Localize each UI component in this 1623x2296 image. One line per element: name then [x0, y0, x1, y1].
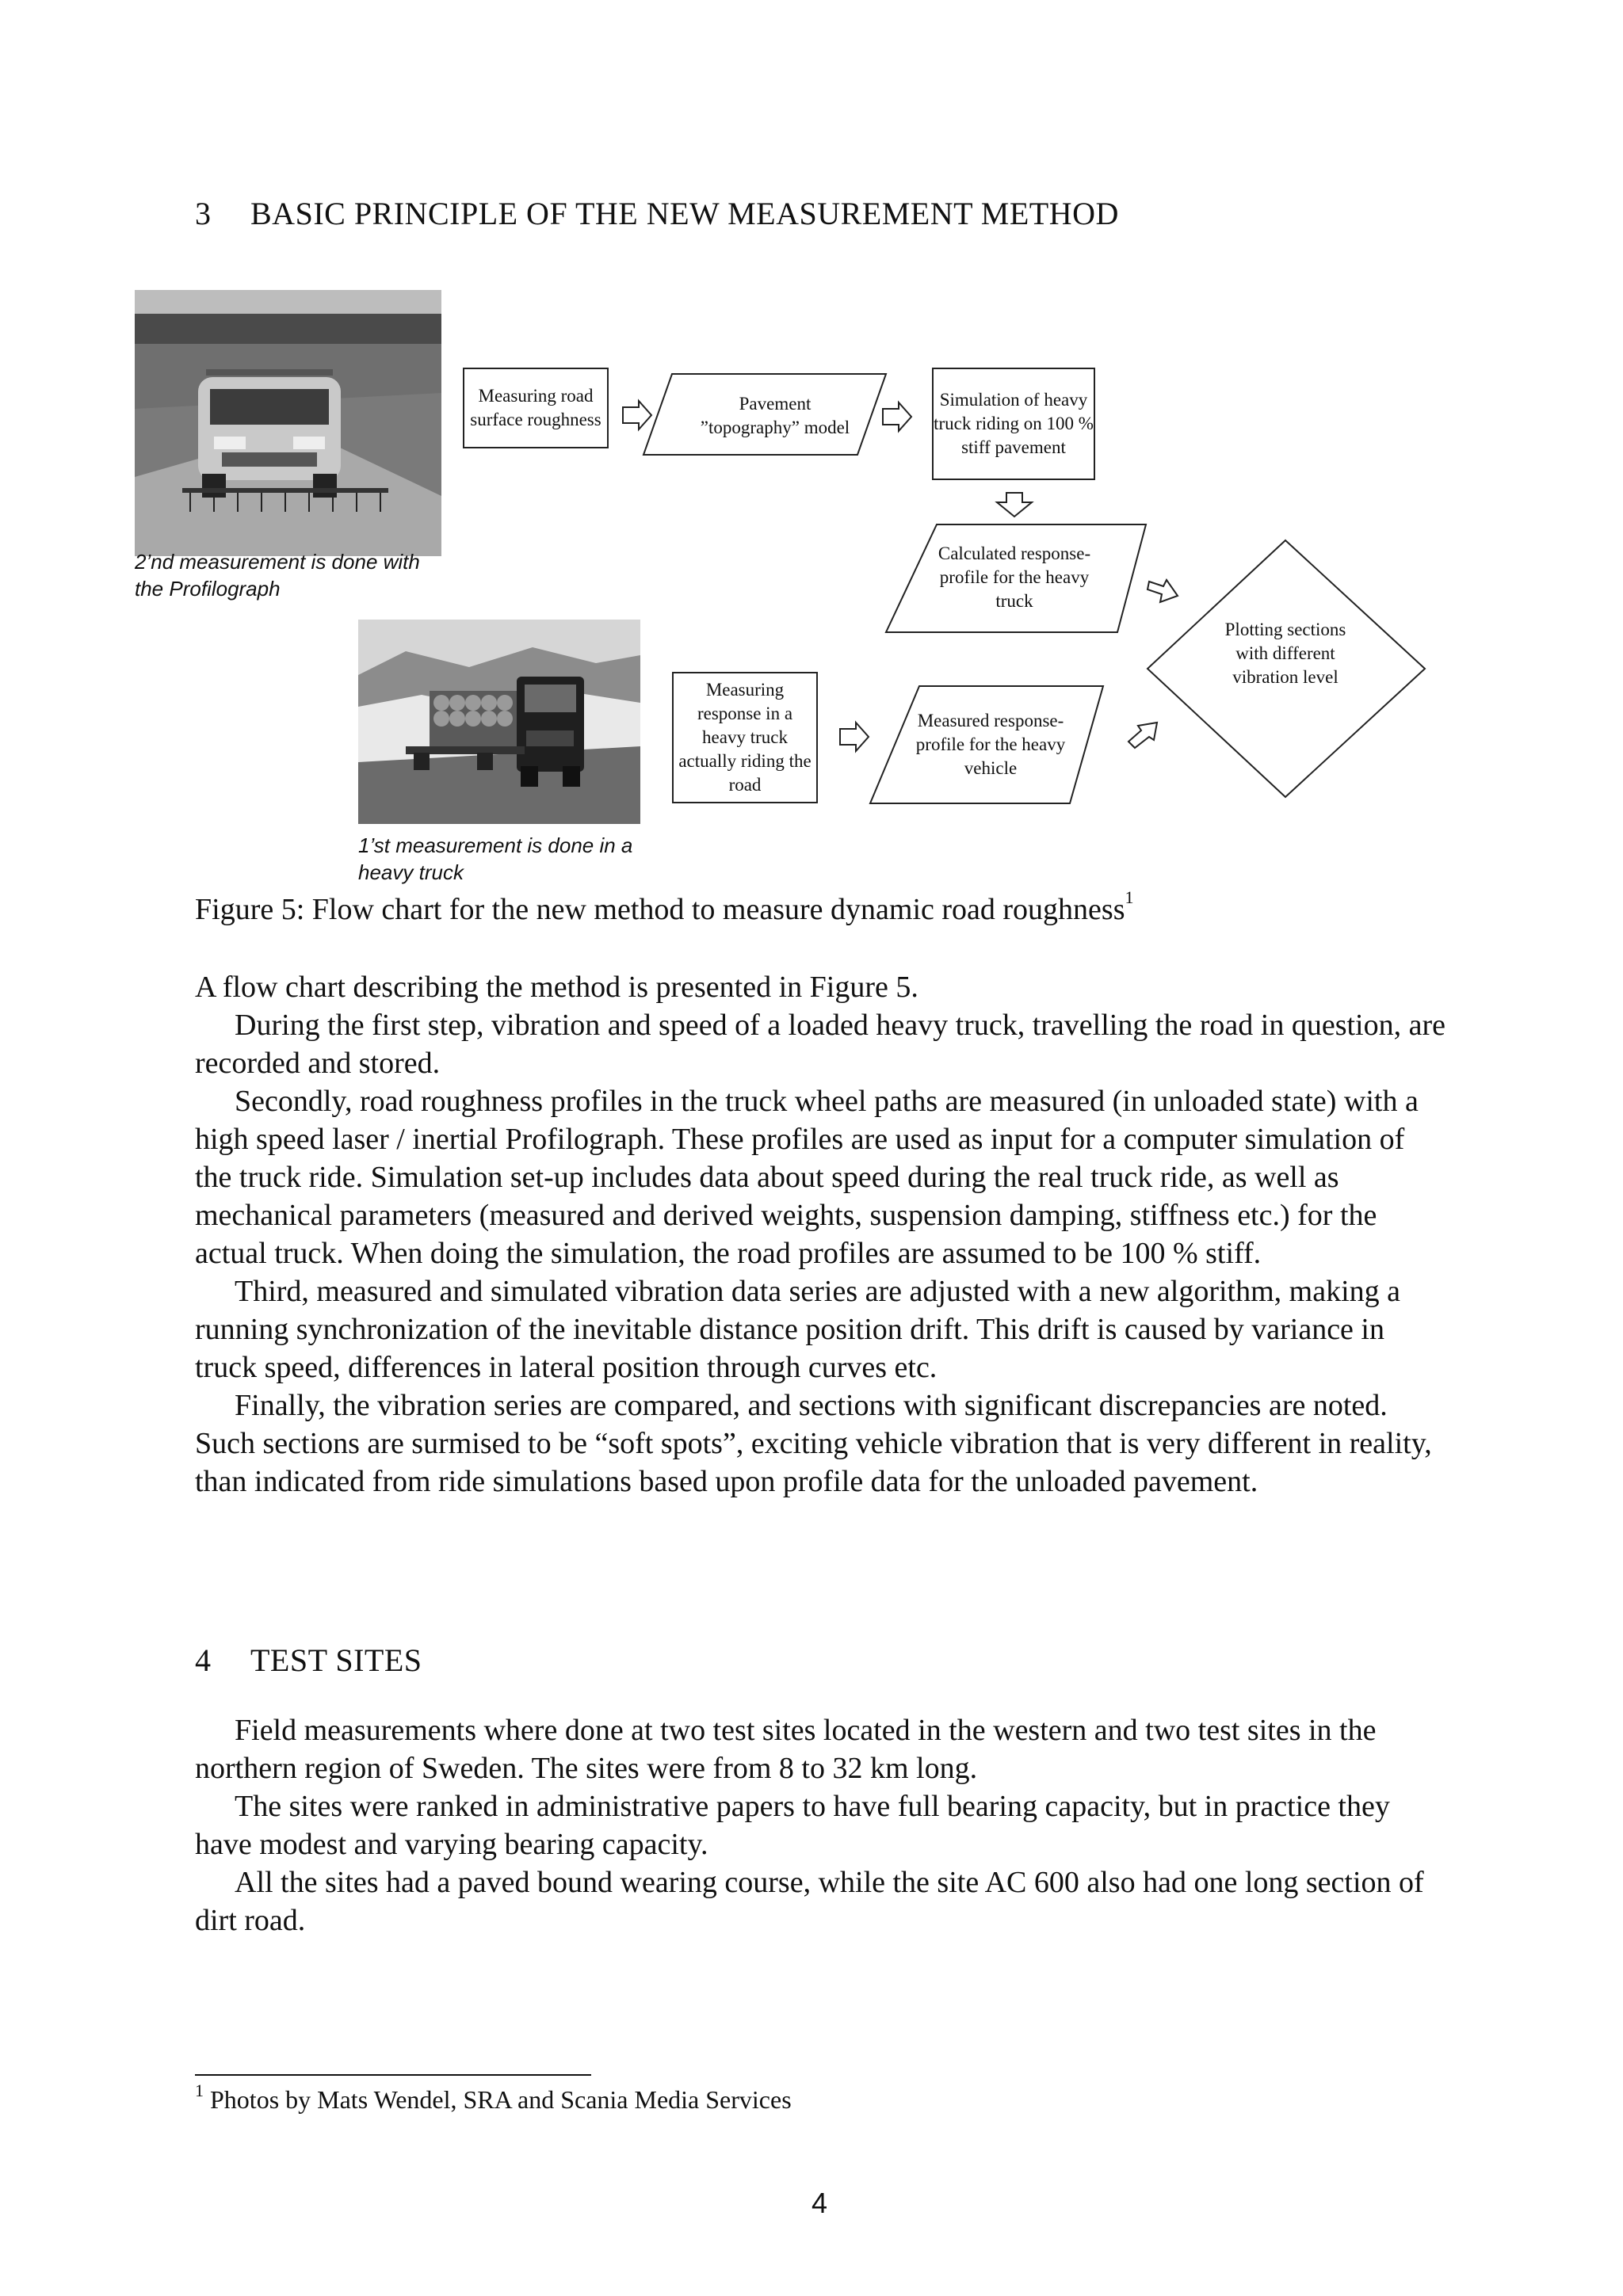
figure-caption-text: Figure 5: Flow chart for the new method to measure dynamic road roughness: [195, 893, 1125, 926]
arrow-diag-down: [1148, 580, 1178, 602]
paragraph: Secondly, road roughness profiles in the truck wheel paths are measured (in unloaded state) with a high speed laser / inertial Profilograph. These profiles are used as input for a computer simulation of the truck ride. Simulation set-up includes data about speed during the real truck ride, as well as mechanical parameters (measured and derived weights, suspension damping, stiffness etc.) for the actual truck. When doing the simulation, the road profiles are assumed to be 100 % stiff.: [195, 1085, 1419, 1270]
arrow-diag-up: [1128, 723, 1157, 748]
figure-5: [0, 285, 1623, 887]
figure-caption: [195, 887, 1134, 927]
profilograph-photo-caption: 2’nd measurement is done with the Profilograph: [135, 550, 420, 601]
page-number: 4: [811, 2187, 828, 2219]
simulation-box: [932, 368, 1095, 480]
plotting-label: Plotting sections with different vibration level: [1224, 620, 1346, 687]
footnote: [195, 2081, 792, 2115]
paragraph: A flow chart describing the method is presented in Figure 5.: [195, 971, 918, 1004]
section-4-body: [195, 1711, 1447, 1939]
pavement-model-label: Pavement ”topography” model: [700, 394, 850, 437]
paragraph: Field measurements where done at two test sites located in the western and two test sites in the northern region of Sweden. The sites were from 8 to 32 km long.: [195, 1714, 1377, 1785]
paragraph: Finally, the vibration series are compared, and sections with significant discrepancies are noted. Such sections are surmised to be “soft spots”, exciting vehicle vibration that is very different in reality, than indicated from ride simulations based upon profile data for the unloaded pavement.: [195, 1389, 1432, 1498]
arrow-down: [997, 493, 1032, 517]
paragraph: During the first step, vibration and speed of a loaded heavy truck, travelling the road in question, are recorded and stored.: [195, 1009, 1445, 1080]
section-3-body: [195, 968, 1447, 1501]
footnote-mark: 1: [195, 2081, 204, 2100]
section-title: TEST SITES: [250, 1642, 422, 1678]
simulation-label: Simulation of heavy truck riding on 100 % stiff pavement: [934, 390, 1094, 457]
measuring-road-label: Measuring road surface roughness: [470, 386, 601, 429]
calculated-profile-label: Calculated response-profile for the heavy truck: [938, 543, 1091, 611]
arrow-right-1: [623, 401, 651, 429]
measured-profile-text: [911, 691, 1070, 799]
section-number: 3: [195, 196, 212, 231]
measuring-response-box: [672, 672, 818, 803]
heavy-truck-photo-caption: 1’st measurement is done in a heavy truck: [358, 833, 633, 884]
measuring-road-box: [463, 368, 609, 448]
plotting-text: [1220, 602, 1350, 705]
section-4-heading: [195, 1642, 422, 1679]
footnote-separator: [195, 2074, 591, 2076]
paragraph: Third, measured and simulated vibration data series are adjusted with a new algorithm, making a running synchronization of the inevitable distance position drift. This drift is caused by variance in truck speed, differences in lateral position through curves etc.: [195, 1275, 1400, 1384]
measured-profile-label: Measured response-profile for the heavy vehicle: [915, 711, 1066, 778]
section-3-heading: [195, 195, 1119, 232]
figure-caption-footnote-mark: 1: [1125, 887, 1134, 907]
arrow-right-2: [883, 402, 911, 431]
pavement-model-text: [697, 380, 853, 452]
calculated-profile-text: [935, 528, 1094, 627]
section-number: 4: [195, 1642, 212, 1678]
section-title: BASIC PRINCIPLE OF THE NEW MEASUREMENT METHOD: [250, 196, 1119, 231]
measuring-response-label: Measuring response in a heavy truck actually riding the road: [678, 680, 812, 795]
paragraph: All the sites had a paved bound wearing course, while the site AC 600 also had one long section of dirt road.: [195, 1866, 1424, 1937]
paragraph: The sites were ranked in administrative papers to have full bearing capacity, but in practice they have modest and varying bearing capacity.: [195, 1790, 1390, 1861]
arrow-right-3: [840, 723, 869, 751]
footnote-text: Photos by Mats Wendel, SRA and Scania Media Services: [210, 2085, 792, 2114]
